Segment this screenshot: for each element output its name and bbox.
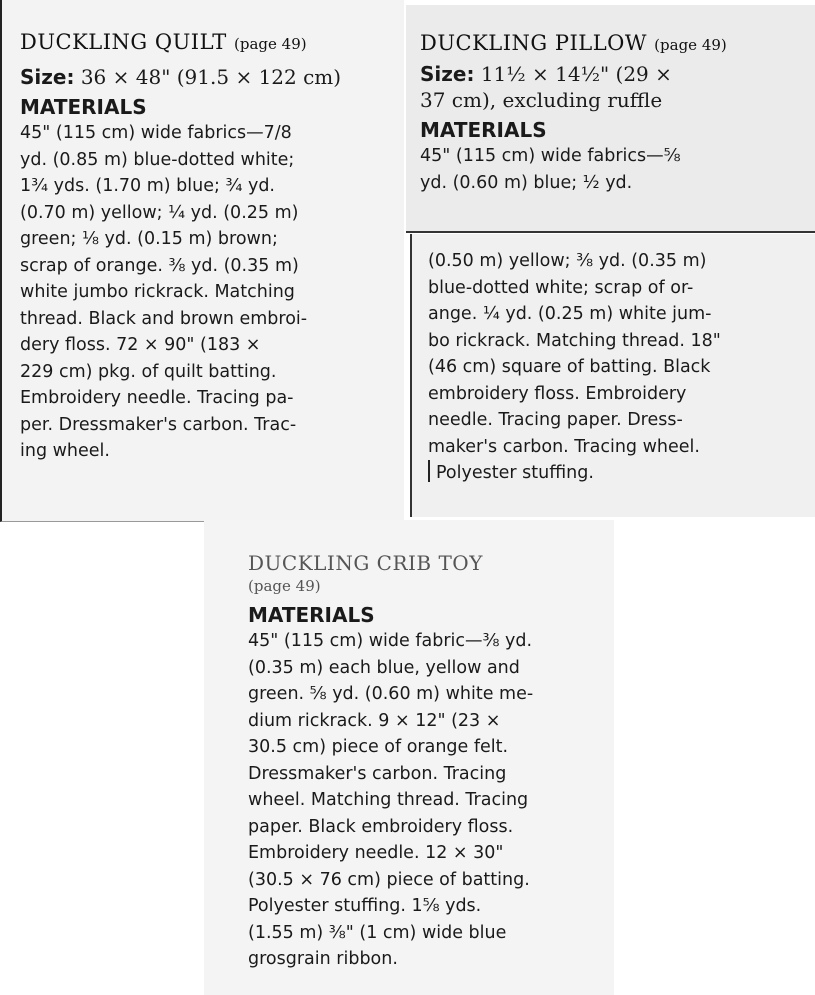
text-line: thread. Black and brown embroi-: [20, 308, 308, 329]
quilt-title-text: DUCKLING QUILT: [20, 30, 227, 54]
pillow-size-label: Size:: [420, 62, 475, 86]
text-line: Dressmaker's carbon. Tracing: [248, 763, 507, 784]
text-line: per. Dressmaker's carbon. Trac-: [20, 414, 297, 435]
text-line: Polyester stuffing.: [436, 463, 594, 483]
quilt-materials-text: [20, 120, 404, 465]
pillow-panel-top: [406, 5, 815, 233]
crib-toy-title: DUCKLING CRIB TOY: [248, 551, 483, 575]
text-line-last: [428, 460, 815, 487]
quilt-materials-heading: MATERIALS: [20, 95, 147, 119]
text-line: 229 cm) pkg. of quilt batting.: [20, 361, 277, 382]
crib-toy-materials-heading: MATERIALS: [248, 603, 375, 627]
quilt-panel: [0, 0, 404, 522]
quilt-page-ref: (page 49): [234, 35, 307, 53]
text-line: (30.5 × 76 cm) piece of batting.: [248, 869, 530, 890]
text-line: Polyester stuffing. 1⅝ yds.: [248, 896, 482, 916]
text-line: embroidery floss. Embroidery: [428, 383, 687, 404]
text-line: (0.50 m) yellow; ⅜ yd. (0.35 m): [428, 251, 707, 271]
pillow-size-line: 11½ × 14½" (29 ×: [480, 62, 672, 86]
text-line: 45" (115 cm) wide fabrics—⅝: [420, 146, 681, 166]
text-line: green. ⅝ yd. (0.60 m) white me-: [248, 684, 534, 704]
quilt-size: [20, 64, 404, 90]
text-line: needle. Tracing paper. Dress-: [428, 410, 683, 430]
pillow-title-text: DUCKLING PILLOW: [420, 31, 647, 55]
crib-toy-panel: [204, 520, 614, 995]
text-line: paper. Black embroidery floss.: [248, 816, 514, 837]
text-line: yd. (0.85 m) blue-dotted white;: [20, 149, 295, 170]
text-line: bo rickrack. Matching thread. 18": [428, 330, 721, 351]
crib-toy-page-ref: (page 49): [248, 577, 321, 595]
crib-toy-materials-text: [248, 628, 614, 973]
pillow-materials-heading: MATERIALS: [420, 118, 547, 142]
pillow-materials-text-top: [420, 143, 815, 196]
column-rule: [428, 460, 430, 482]
text-line: dium rickrack. 9 × 12" (23 ×: [248, 710, 501, 731]
text-line: white jumbo rickrack. Matching: [20, 282, 295, 302]
text-line: 30.5 cm) piece of orange felt.: [248, 737, 509, 757]
text-line: ing wheel.: [20, 441, 110, 461]
text-line: 1¾ yds. (1.70 m) blue; ¾ yd.: [20, 176, 275, 196]
quilt-size-value: 36 × 48" (91.5 × 122 cm): [80, 65, 342, 89]
text-line: ange. ¼ yd. (0.25 m) white jum-: [428, 304, 712, 324]
text-line: (0.70 m) yellow; ¼ yd. (0.25 m): [20, 202, 299, 223]
pillow-size: [420, 61, 815, 113]
text-line: green; ⅛ yd. (0.15 m) brown;: [20, 229, 278, 249]
pillow-panel-bottom: [410, 234, 815, 517]
pillow-size-line: 37 cm), excluding ruffle: [420, 88, 663, 112]
text-line: 45" (115 cm) wide fabrics—7/8: [20, 123, 292, 143]
text-line: 45" (115 cm) wide fabric—⅜ yd.: [248, 631, 533, 651]
text-line: scrap of orange. ⅜ yd. (0.35 m): [20, 255, 299, 276]
pillow-materials-text-bottom: [428, 248, 815, 487]
text-line: yd. (0.60 m) blue; ½ yd.: [420, 172, 633, 193]
text-line: dery floss. 72 × 90" (183 ×: [20, 335, 261, 355]
text-line: maker's carbon. Tracing wheel.: [428, 436, 700, 457]
text-line: blue-dotted white; scrap of or-: [428, 277, 694, 298]
quilt-size-label: Size:: [20, 65, 75, 89]
text-line: wheel. Matching thread. Tracing: [248, 790, 529, 810]
text-line: (1.55 m) ⅜" (1 cm) wide blue: [248, 922, 507, 943]
quilt-title: [20, 28, 404, 58]
text-line: (0.35 m) each blue, yellow and: [248, 657, 520, 678]
pillow-title: [420, 29, 815, 59]
text-line: grosgrain ribbon.: [248, 949, 398, 969]
text-line: (46 cm) square of batting. Black: [428, 357, 711, 377]
text-line: Embroidery needle. Tracing pa-: [20, 388, 294, 408]
pillow-page-ref: (page 49): [654, 36, 727, 54]
text-line: Embroidery needle. 12 × 30": [248, 843, 504, 863]
